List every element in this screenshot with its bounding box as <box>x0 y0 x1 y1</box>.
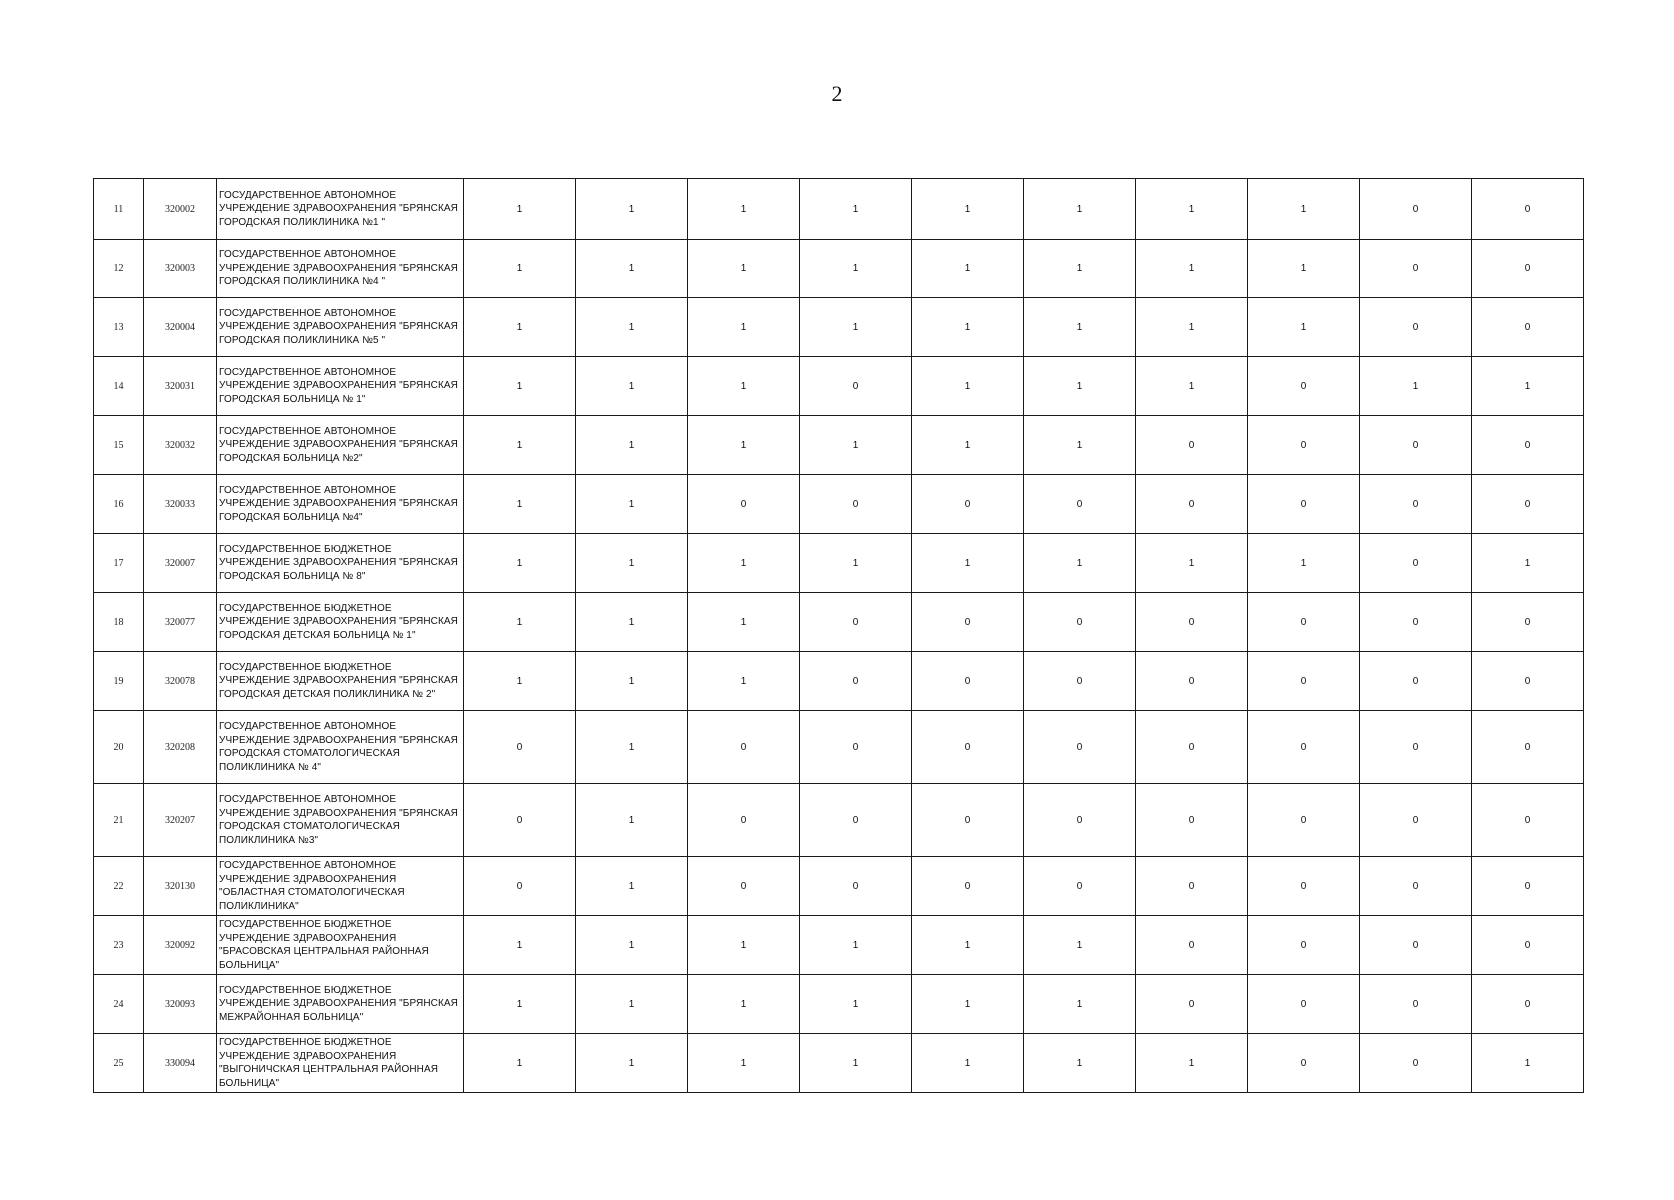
flag-cell: 0 <box>800 711 912 784</box>
flag-cell: 0 <box>1024 857 1136 916</box>
row-number: 24 <box>94 975 144 1034</box>
flag-cell: 1 <box>576 711 688 784</box>
flag-cell: 0 <box>688 857 800 916</box>
flag-cell: 1 <box>576 784 688 857</box>
flag-cell: 1 <box>464 975 576 1034</box>
row-number: 20 <box>94 711 144 784</box>
flag-cell: 1 <box>1024 416 1136 475</box>
flag-cell: 1 <box>912 534 1024 593</box>
table-row <box>94 240 1584 298</box>
flag-cell: 0 <box>912 593 1024 652</box>
flag-cell: 1 <box>576 916 688 975</box>
flag-cell: 1 <box>576 357 688 416</box>
row-number: 21 <box>94 784 144 857</box>
flag-cell: 0 <box>1136 652 1248 711</box>
flag-cell: 1 <box>1248 298 1360 357</box>
row-number: 13 <box>94 298 144 357</box>
flag-cell: 1 <box>576 475 688 534</box>
flag-cell: 1 <box>464 916 576 975</box>
institution-code: 320078 <box>144 652 217 711</box>
institution-code: 320032 <box>144 416 217 475</box>
page-number: 2 <box>831 81 843 106</box>
flag-cell: 1 <box>912 298 1024 357</box>
institution-name: ГОСУДАРСТВЕННОЕ АВТОНОМНОЕ УЧРЕЖДЕНИЕ ЗДРАВООХРАНЕНИЯ "БРЯНСКАЯ ГОРОДСКАЯ СТОМАТОЛОГИЧЕСКАЯ ПОЛИКЛИНИКА № 4" <box>217 711 464 784</box>
flag-cell: 1 <box>1136 240 1248 298</box>
flag-cell: 0 <box>464 857 576 916</box>
flag-cell: 1 <box>1248 534 1360 593</box>
flag-cell: 0 <box>912 784 1024 857</box>
flag-cell: 1 <box>464 357 576 416</box>
registry-table <box>93 178 1584 1093</box>
flag-cell: 0 <box>1024 475 1136 534</box>
flag-cell: 1 <box>464 534 576 593</box>
institution-name: ГОСУДАРСТВЕННОЕ АВТОНОМНОЕ УЧРЕЖДЕНИЕ ЗДРАВООХРАНЕНИЯ "БРЯНСКАЯ ГОРОДСКАЯ БОЛЬНИЦА №2" <box>217 416 464 475</box>
institution-name: ГОСУДАРСТВЕННОЕ БЮДЖЕТНОЕ УЧРЕЖДЕНИЕ ЗДРАВООХРАНЕНИЯ "БРЯНСКАЯ ГОРОДСКАЯ БОЛЬНИЦА № 8" <box>217 534 464 593</box>
flag-cell: 1 <box>1024 1034 1136 1093</box>
flag-cell: 1 <box>800 1034 912 1093</box>
institution-code: 320130 <box>144 857 217 916</box>
flag-cell: 0 <box>1360 298 1472 357</box>
flag-cell: 1 <box>1136 1034 1248 1093</box>
flag-cell: 0 <box>1248 857 1360 916</box>
flag-cell: 1 <box>1024 179 1136 240</box>
flag-cell: 0 <box>912 857 1024 916</box>
flag-cell: 0 <box>1360 916 1472 975</box>
flag-cell: 0 <box>1248 784 1360 857</box>
row-number: 25 <box>94 1034 144 1093</box>
flag-cell: 1 <box>464 416 576 475</box>
flag-cell: 0 <box>1136 416 1248 475</box>
flag-cell: 0 <box>1248 475 1360 534</box>
flag-cell: 0 <box>1024 652 1136 711</box>
flag-cell: 0 <box>912 652 1024 711</box>
flag-cell: 1 <box>800 298 912 357</box>
row-number: 11 <box>94 179 144 240</box>
institution-code: 320092 <box>144 916 217 975</box>
flag-cell: 1 <box>800 916 912 975</box>
flag-cell: 0 <box>800 475 912 534</box>
flag-cell: 0 <box>688 475 800 534</box>
flag-cell: 1 <box>1248 179 1360 240</box>
institution-name: ГОСУДАРСТВЕННОЕ АВТОНОМНОЕ УЧРЕЖДЕНИЕ ЗДРАВООХРАНЕНИЯ "БРЯНСКАЯ ГОРОДСКАЯ СТОМАТОЛОГИЧЕСКАЯ ПОЛИКЛИНИКА №3" <box>217 784 464 857</box>
registry-rows <box>94 179 1584 1093</box>
flag-cell: 1 <box>576 857 688 916</box>
institution-code: 320007 <box>144 534 217 593</box>
flag-cell: 1 <box>1136 534 1248 593</box>
flag-cell: 1 <box>1024 916 1136 975</box>
flag-cell: 1 <box>800 416 912 475</box>
flag-cell: 0 <box>1472 475 1584 534</box>
flag-cell: 0 <box>1360 1034 1472 1093</box>
flag-cell: 1 <box>464 240 576 298</box>
table-row <box>94 416 1584 475</box>
flag-cell: 0 <box>1360 711 1472 784</box>
flag-cell: 0 <box>1472 784 1584 857</box>
row-number: 22 <box>94 857 144 916</box>
flag-cell: 0 <box>800 784 912 857</box>
flag-cell: 1 <box>1024 534 1136 593</box>
flag-cell: 1 <box>1136 357 1248 416</box>
table-row <box>94 784 1584 857</box>
flag-cell: 1 <box>1136 298 1248 357</box>
flag-cell: 1 <box>1360 357 1472 416</box>
row-number: 17 <box>94 534 144 593</box>
institution-code: 320033 <box>144 475 217 534</box>
flag-cell: 0 <box>1472 416 1584 475</box>
institution-name: ГОСУДАРСТВЕННОЕ АВТОНОМНОЕ УЧРЕЖДЕНИЕ ЗДРАВООХРАНЕНИЯ "ОБЛАСТНАЯ СТОМАТОЛОГИЧЕСКАЯ ПОЛИКЛИНИКА" <box>217 857 464 916</box>
flag-cell: 1 <box>576 298 688 357</box>
flag-cell: 1 <box>800 240 912 298</box>
institution-name: ГОСУДАРСТВЕННОЕ АВТОНОМНОЕ УЧРЕЖДЕНИЕ ЗДРАВООХРАНЕНИЯ "БРЯНСКАЯ ГОРОДСКАЯ БОЛЬНИЦА № 1" <box>217 357 464 416</box>
flag-cell: 1 <box>576 593 688 652</box>
flag-cell: 0 <box>1248 975 1360 1034</box>
table-row <box>94 857 1584 916</box>
flag-cell: 1 <box>688 1034 800 1093</box>
table-row <box>94 534 1584 593</box>
flag-cell: 1 <box>912 975 1024 1034</box>
flag-cell: 0 <box>1360 240 1472 298</box>
institution-name: ГОСУДАРСТВЕННОЕ БЮДЖЕТНОЕ УЧРЕЖДЕНИЕ ЗДРАВООХРАНЕНИЯ "БРАСОВСКАЯ ЦЕНТРАЛЬНАЯ РАЙОННАЯ БОЛЬНИЦА" <box>217 916 464 975</box>
institution-name: ГОСУДАРСТВЕННОЕ АВТОНОМНОЕ УЧРЕЖДЕНИЕ ЗДРАВООХРАНЕНИЯ "БРЯНСКАЯ ГОРОДСКАЯ ПОЛИКЛИНИКА №4 " <box>217 240 464 298</box>
table-row <box>94 357 1584 416</box>
flag-cell: 0 <box>1024 593 1136 652</box>
flag-cell: 0 <box>800 652 912 711</box>
flag-cell: 1 <box>464 1034 576 1093</box>
flag-cell: 0 <box>1472 179 1584 240</box>
flag-cell: 1 <box>464 298 576 357</box>
flag-cell: 0 <box>800 357 912 416</box>
flag-cell: 1 <box>464 593 576 652</box>
flag-cell: 1 <box>576 1034 688 1093</box>
flag-cell: 1 <box>464 475 576 534</box>
flag-cell: 1 <box>912 179 1024 240</box>
institution-code: 320077 <box>144 593 217 652</box>
flag-cell: 0 <box>1248 916 1360 975</box>
flag-cell: 0 <box>800 857 912 916</box>
flag-cell: 1 <box>1472 357 1584 416</box>
flag-cell: 1 <box>912 1034 1024 1093</box>
institution-name: ГОСУДАРСТВЕННОЕ БЮДЖЕТНОЕ УЧРЕЖДЕНИЕ ЗДРАВООХРАНЕНИЯ "БРЯНСКАЯ ГОРОДСКАЯ ДЕТСКАЯ ПОЛИКЛИНИКА № 2" <box>217 652 464 711</box>
flag-cell: 0 <box>1472 711 1584 784</box>
flag-cell: 0 <box>1248 357 1360 416</box>
flag-cell: 0 <box>464 784 576 857</box>
institution-code: 330094 <box>144 1034 217 1093</box>
flag-cell: 0 <box>1360 416 1472 475</box>
flag-cell: 0 <box>1360 975 1472 1034</box>
flag-cell: 0 <box>1024 784 1136 857</box>
flag-cell: 0 <box>1248 652 1360 711</box>
flag-cell: 0 <box>1248 416 1360 475</box>
flag-cell: 1 <box>688 357 800 416</box>
flag-cell: 0 <box>688 711 800 784</box>
table-row <box>94 179 1584 240</box>
flag-cell: 0 <box>1136 593 1248 652</box>
table-row <box>94 593 1584 652</box>
table-row <box>94 975 1584 1034</box>
flag-cell: 0 <box>1360 179 1472 240</box>
flag-cell: 1 <box>576 179 688 240</box>
table-row <box>94 652 1584 711</box>
table-row <box>94 1034 1584 1093</box>
flag-cell: 1 <box>1024 975 1136 1034</box>
flag-cell: 0 <box>1472 857 1584 916</box>
flag-cell: 0 <box>1472 652 1584 711</box>
flag-cell: 1 <box>800 534 912 593</box>
flag-cell: 1 <box>576 534 688 593</box>
institution-code: 320002 <box>144 179 217 240</box>
flag-cell: 1 <box>576 240 688 298</box>
flag-cell: 0 <box>1360 534 1472 593</box>
flag-cell: 1 <box>1136 179 1248 240</box>
institution-code: 320003 <box>144 240 217 298</box>
flag-cell: 1 <box>464 179 576 240</box>
row-number: 16 <box>94 475 144 534</box>
flag-cell: 0 <box>1024 711 1136 784</box>
row-number: 12 <box>94 240 144 298</box>
flag-cell: 0 <box>1360 857 1472 916</box>
flag-cell: 0 <box>912 711 1024 784</box>
flag-cell: 0 <box>1472 298 1584 357</box>
table-row <box>94 475 1584 534</box>
flag-cell: 1 <box>1024 240 1136 298</box>
flag-cell: 0 <box>800 593 912 652</box>
flag-cell: 1 <box>688 534 800 593</box>
flag-cell: 1 <box>800 179 912 240</box>
row-number: 15 <box>94 416 144 475</box>
flag-cell: 1 <box>576 416 688 475</box>
row-number: 19 <box>94 652 144 711</box>
flag-cell: 0 <box>1360 593 1472 652</box>
flag-cell: 0 <box>1248 711 1360 784</box>
institution-code: 320031 <box>144 357 217 416</box>
institution-code: 320004 <box>144 298 217 357</box>
flag-cell: 1 <box>688 298 800 357</box>
flag-cell: 0 <box>688 784 800 857</box>
flag-cell: 1 <box>912 916 1024 975</box>
institution-name: ГОСУДАРСТВЕННОЕ БЮДЖЕТНОЕ УЧРЕЖДЕНИЕ ЗДРАВООХРАНЕНИЯ "БРЯНСКАЯ ГОРОДСКАЯ ДЕТСКАЯ БОЛЬНИЦА № 1" <box>217 593 464 652</box>
flag-cell: 0 <box>912 475 1024 534</box>
flag-cell: 0 <box>1136 784 1248 857</box>
institution-name: ГОСУДАРСТВЕННОЕ АВТОНОМНОЕ УЧРЕЖДЕНИЕ ЗДРАВООХРАНЕНИЯ "БРЯНСКАЯ ГОРОДСКАЯ ПОЛИКЛИНИКА №5 " <box>217 298 464 357</box>
table-row <box>94 711 1584 784</box>
flag-cell: 1 <box>1024 357 1136 416</box>
flag-cell: 1 <box>800 975 912 1034</box>
flag-cell: 1 <box>688 179 800 240</box>
flag-cell: 1 <box>688 975 800 1034</box>
flag-cell: 0 <box>1360 784 1472 857</box>
flag-cell: 1 <box>688 240 800 298</box>
flag-cell: 0 <box>1248 593 1360 652</box>
row-number: 18 <box>94 593 144 652</box>
institution-name: ГОСУДАРСТВЕННОЕ БЮДЖЕТНОЕ УЧРЕЖДЕНИЕ ЗДРАВООХРАНЕНИЯ "ВЫГОНИЧСКАЯ ЦЕНТРАЛЬНАЯ РАЙОННАЯ БОЛЬНИЦА" <box>217 1034 464 1093</box>
table-row <box>94 916 1584 975</box>
table-row <box>94 298 1584 357</box>
flag-cell: 1 <box>1024 298 1136 357</box>
flag-cell: 1 <box>912 357 1024 416</box>
flag-cell: 1 <box>1248 240 1360 298</box>
flag-cell: 1 <box>912 240 1024 298</box>
flag-cell: 1 <box>576 652 688 711</box>
institution-code: 320208 <box>144 711 217 784</box>
flag-cell: 0 <box>1136 857 1248 916</box>
flag-cell: 0 <box>1136 711 1248 784</box>
flag-cell: 1 <box>688 416 800 475</box>
institution-name: ГОСУДАРСТВЕННОЕ АВТОНОМНОЕ УЧРЕЖДЕНИЕ ЗДРАВООХРАНЕНИЯ "БРЯНСКАЯ ГОРОДСКАЯ ПОЛИКЛИНИКА №1 " <box>217 179 464 240</box>
flag-cell: 1 <box>576 975 688 1034</box>
row-number: 23 <box>94 916 144 975</box>
flag-cell: 0 <box>1360 652 1472 711</box>
flag-cell: 0 <box>464 711 576 784</box>
flag-cell: 0 <box>1248 1034 1360 1093</box>
row-number: 14 <box>94 357 144 416</box>
flag-cell: 0 <box>1472 240 1584 298</box>
flag-cell: 0 <box>1472 593 1584 652</box>
flag-cell: 0 <box>1136 916 1248 975</box>
flag-cell: 1 <box>688 916 800 975</box>
flag-cell: 1 <box>1472 534 1584 593</box>
flag-cell: 0 <box>1136 475 1248 534</box>
flag-cell: 1 <box>1472 1034 1584 1093</box>
institution-name: ГОСУДАРСТВЕННОЕ БЮДЖЕТНОЕ УЧРЕЖДЕНИЕ ЗДРАВООХРАНЕНИЯ "БРЯНСКАЯ МЕЖРАЙОННАЯ БОЛЬНИЦА" <box>217 975 464 1034</box>
flag-cell: 0 <box>1360 475 1472 534</box>
flag-cell: 1 <box>688 652 800 711</box>
institution-name: ГОСУДАРСТВЕННОЕ АВТОНОМНОЕ УЧРЕЖДЕНИЕ ЗДРАВООХРАНЕНИЯ "БРЯНСКАЯ ГОРОДСКАЯ БОЛЬНИЦА №4" <box>217 475 464 534</box>
flag-cell: 0 <box>1472 916 1584 975</box>
flag-cell: 1 <box>688 593 800 652</box>
flag-cell: 0 <box>1472 975 1584 1034</box>
institution-code: 320207 <box>144 784 217 857</box>
flag-cell: 0 <box>1136 975 1248 1034</box>
flag-cell: 1 <box>912 416 1024 475</box>
flag-cell: 1 <box>464 652 576 711</box>
institution-code: 320093 <box>144 975 217 1034</box>
